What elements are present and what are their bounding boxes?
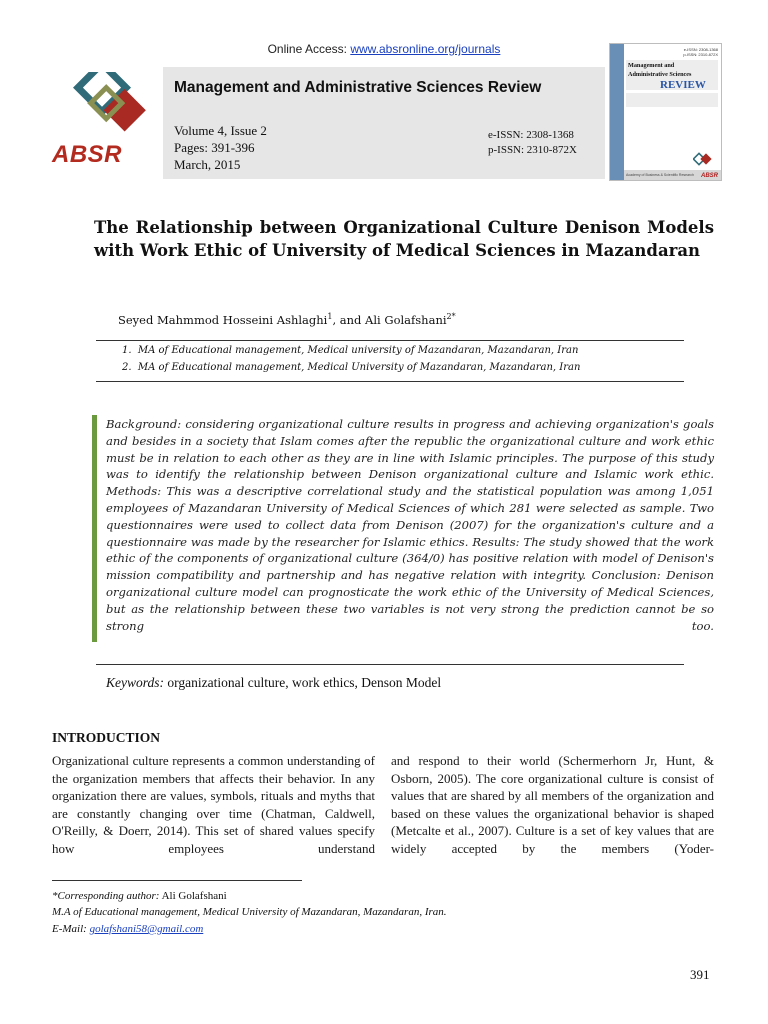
cover-review-label: REVIEW [660, 79, 706, 91]
eissn: e-ISSN: 2308-1368 [488, 129, 574, 141]
body-right-column: and respond to their world (Schermerhorn Jr, Hunt, & Osborn, 2005). The core organizational culture is consist of values that are shared by all members of the organization and based on these values the organizational behavior is shaped (Metcalte et al., 2007). Culture is a set of key values that are widely accepted by the members (Yoder- [391, 753, 714, 856]
affiliation-divider-bottom [96, 381, 684, 382]
online-access-label: Online Access: [267, 42, 351, 56]
abstract-text: Background: considering organizational culture results in progress and achieving organization's goals and besides in a society that Islam comes after the republic the organizational culture and work ethic must be in relation to each other as they are in line with Islamic principles. The purpose of this study was to identify the relationship between Denison organizational culture and Islamic work ethic. Methods: This was a descriptive correlational study and the statistical population was among 1,051 employees of Mazandaran University of Medical Sciences of which 281 were selected as sample. Two questionnaires were used to collect data from Denison (2007) for the organization's culture and a questionnaire was made by the researcher for Islamic ethics. Results: The study showed that the work ethic of the components of organizational culture (364/0) has positive relation with model of Denison's mission compatibility and partnership and has negative relation with integrity. Conclusion: Denison organizational culture model can prognosticate the work ethic of the University of Medical Sciences, but as the relationship between these two variables is not very strong the prediction cannot be so strong too. [106, 417, 714, 633]
keywords-line [106, 675, 441, 691]
absr-logo-text: ABSR [52, 141, 123, 168]
cover-logo-icon [693, 152, 715, 168]
article-title: The Relationship between Organizational Culture Denison Models with Work Ethic of University of Medical Sciences in Mazandaran [94, 218, 714, 260]
keywords-label: Keywords: [106, 675, 164, 690]
corresponding-email-line [52, 923, 203, 935]
author-2: , and Ali Golafshani [332, 312, 447, 327]
introduction-heading: INTRODUCTION [52, 730, 161, 745]
cover-title-2: Administrative Sciences [628, 71, 692, 78]
issue-info [174, 122, 267, 173]
author-line [118, 312, 456, 327]
email-label: E-Mail: [52, 923, 90, 935]
affiliation-2: 2. MA of Educational management, Medical University of Mazandaran, Mazandaran, Iran [122, 362, 581, 373]
keywords-list: organizational culture, work ethics, Denson Model [167, 675, 442, 690]
keywords-divider [96, 664, 684, 665]
cover-title-1: Management and [628, 62, 675, 69]
corresponding-affiliation: M.A of Educational management, Medical University of Mazandaran, Mazandaran, Iran. [52, 906, 447, 918]
footnote-divider [52, 880, 302, 881]
body-left-column: Organizational culture represents a common understanding of the organization members that affects their behavior. In any organization there are values, symbols, rituals and myths that are constantly changing over time (Chatman, Caldwell, O'Reilly, & Doerr, 2014). This set of shared values specify how employees understand [52, 753, 375, 856]
affiliation-1: 1. MA of Educational management, Medical university of Mazandaran, Mazandaran, Iran [122, 345, 579, 356]
corresponding-name: Ali Golafshani [159, 890, 227, 902]
abstract-accent-bar [92, 415, 97, 642]
journal-name: Management and Administrative Sciences Review [174, 79, 542, 96]
corresponding-author [52, 890, 227, 902]
issn-block [488, 128, 577, 158]
author-2-sup: 2* [446, 312, 456, 321]
cover-issn: e-ISSN: 2308-1368 p-ISSN: 2310-872X [683, 47, 718, 57]
affiliation-divider-top [96, 340, 684, 341]
absr-logo [52, 72, 162, 144]
cover-absr: ABSR [700, 173, 718, 179]
page-number: 391 [690, 967, 710, 982]
cover-footer: Academy of Business & Scientific Research [624, 170, 721, 180]
volume-issue: Volume 4, Issue 2 [174, 123, 267, 138]
corresponding-label: *Corresponding author: [52, 890, 160, 902]
journal-url-link[interactable]: www.absronline.org/journals [350, 42, 501, 56]
publication-date: March, 2015 [174, 157, 241, 172]
pages-range: Pages: 391-396 [174, 140, 255, 155]
author-1-sup: 1 [327, 312, 333, 321]
pissn: p-ISSN: 2310-872X [488, 144, 577, 156]
cover-side-strip [610, 44, 624, 180]
journal-cover-thumbnail [609, 43, 722, 181]
author-1: Seyed Mahmmod Hosseini Ashlaghi [118, 312, 328, 327]
cover-bar [626, 93, 718, 107]
email-link[interactable]: golafshani58@gmail.com [89, 923, 204, 935]
